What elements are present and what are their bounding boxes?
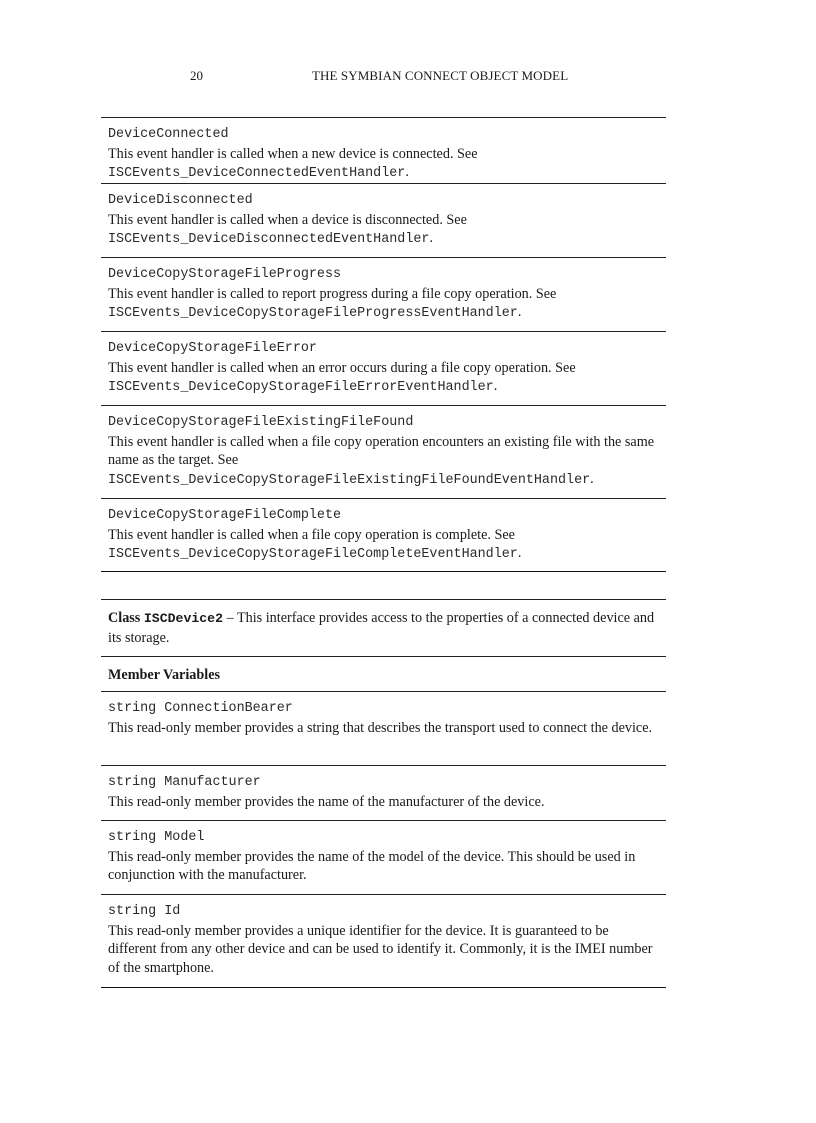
member-description: This read-only member provides a unique identifier for the device. It is guaranteed to be different from any other device and can be used to identify it. Commonly, it is the IMEI number of the smartphone. (108, 922, 653, 976)
event-description: This event handler is called when a new device is connected. See (108, 145, 478, 162)
event-name: DeviceCopyStorageFileComplete (108, 508, 342, 523)
page-number: 20 (190, 68, 203, 83)
event-entry-copy-complete (101, 499, 666, 571)
event-name: DeviceCopyStorageFileProgress (108, 267, 342, 282)
event-name: DeviceCopyStorageFileExistingFileFound (108, 415, 414, 430)
class-summary (101, 600, 666, 656)
event-name: DeviceConnected (108, 127, 229, 142)
member-description: This read-only member provides the name of the model of the device. This should be used in conjunction with the manufacturer. (108, 848, 636, 883)
event-description: This event handler is called to report progress during a file copy operation. See (108, 285, 557, 302)
member-signature: string ConnectionBearer (108, 701, 293, 716)
event-entry-existing-file-found (101, 406, 666, 498)
event-description: This event handler is called when a device is disconnected. See (108, 211, 467, 228)
event-handler-ref: ISCEvents_DeviceDisconnectedEventHandler (108, 232, 430, 247)
section-heading: Member Variables (108, 667, 221, 683)
event-entry-device-connected (101, 118, 666, 183)
event-handler-ref: ISCEvents_DeviceCopyStorageFileCompleteEventHandler (108, 547, 518, 562)
member-id (101, 895, 666, 987)
member-signature: string Manufacturer (108, 775, 261, 790)
member-manufacturer (101, 766, 666, 820)
divider (101, 571, 666, 572)
punctuation: . (517, 304, 522, 320)
divider (101, 987, 666, 988)
member-connection-bearer (101, 692, 666, 765)
member-description: This read-only member provides a string that describes the transport used to connect the device. (108, 719, 653, 736)
member-model (101, 821, 666, 894)
member-description: This read-only member provides the name of the manufacturer of the device. (108, 793, 545, 810)
event-description: This event handler is called when a file copy operation is complete. See (108, 526, 515, 543)
punctuation: . (429, 230, 433, 246)
class-description: – This interface provides access to the properties of a connected device and its storage. (108, 610, 655, 646)
running-title: THE SYMBIAN CONNECT OBJECT MODEL (312, 68, 569, 83)
event-entry-copy-error (101, 332, 666, 405)
event-handler-ref: ISCEvents_DeviceConnectedEventHandler (108, 166, 406, 181)
punctuation: . (405, 164, 409, 180)
member-signature: string Model (108, 830, 205, 845)
event-name: DeviceDisconnected (108, 193, 253, 208)
event-name: DeviceCopyStorageFileError (108, 341, 317, 356)
event-list (101, 117, 666, 572)
member-signature: string Id (108, 904, 181, 919)
punctuation: . (493, 378, 498, 394)
event-entry-copy-progress (101, 258, 666, 331)
event-description: This event handler is called when an error occurs during a file copy operation. See (108, 359, 576, 376)
event-handler-ref: ISCEvents_DeviceCopyStorageFileErrorEventHandler (108, 380, 494, 395)
class-definition (101, 599, 666, 988)
member-variables-heading-row (101, 657, 666, 691)
punctuation: . (517, 545, 522, 561)
event-handler-ref: ISCEvents_DeviceCopyStorageFileExistingFileFoundEventHandler (108, 472, 591, 488)
class-name: ISCDevice2 (143, 611, 224, 626)
event-handler-ref: ISCEvents_DeviceCopyStorageFileProgressEventHandler (108, 306, 518, 321)
running-header (0, 68, 816, 88)
class-label: Class (108, 610, 141, 626)
event-entry-device-disconnected (101, 184, 666, 257)
punctuation: . (590, 470, 594, 487)
event-description: This event handler is called when a file copy operation encounters an existing file with the same name as the target. See (108, 433, 655, 468)
